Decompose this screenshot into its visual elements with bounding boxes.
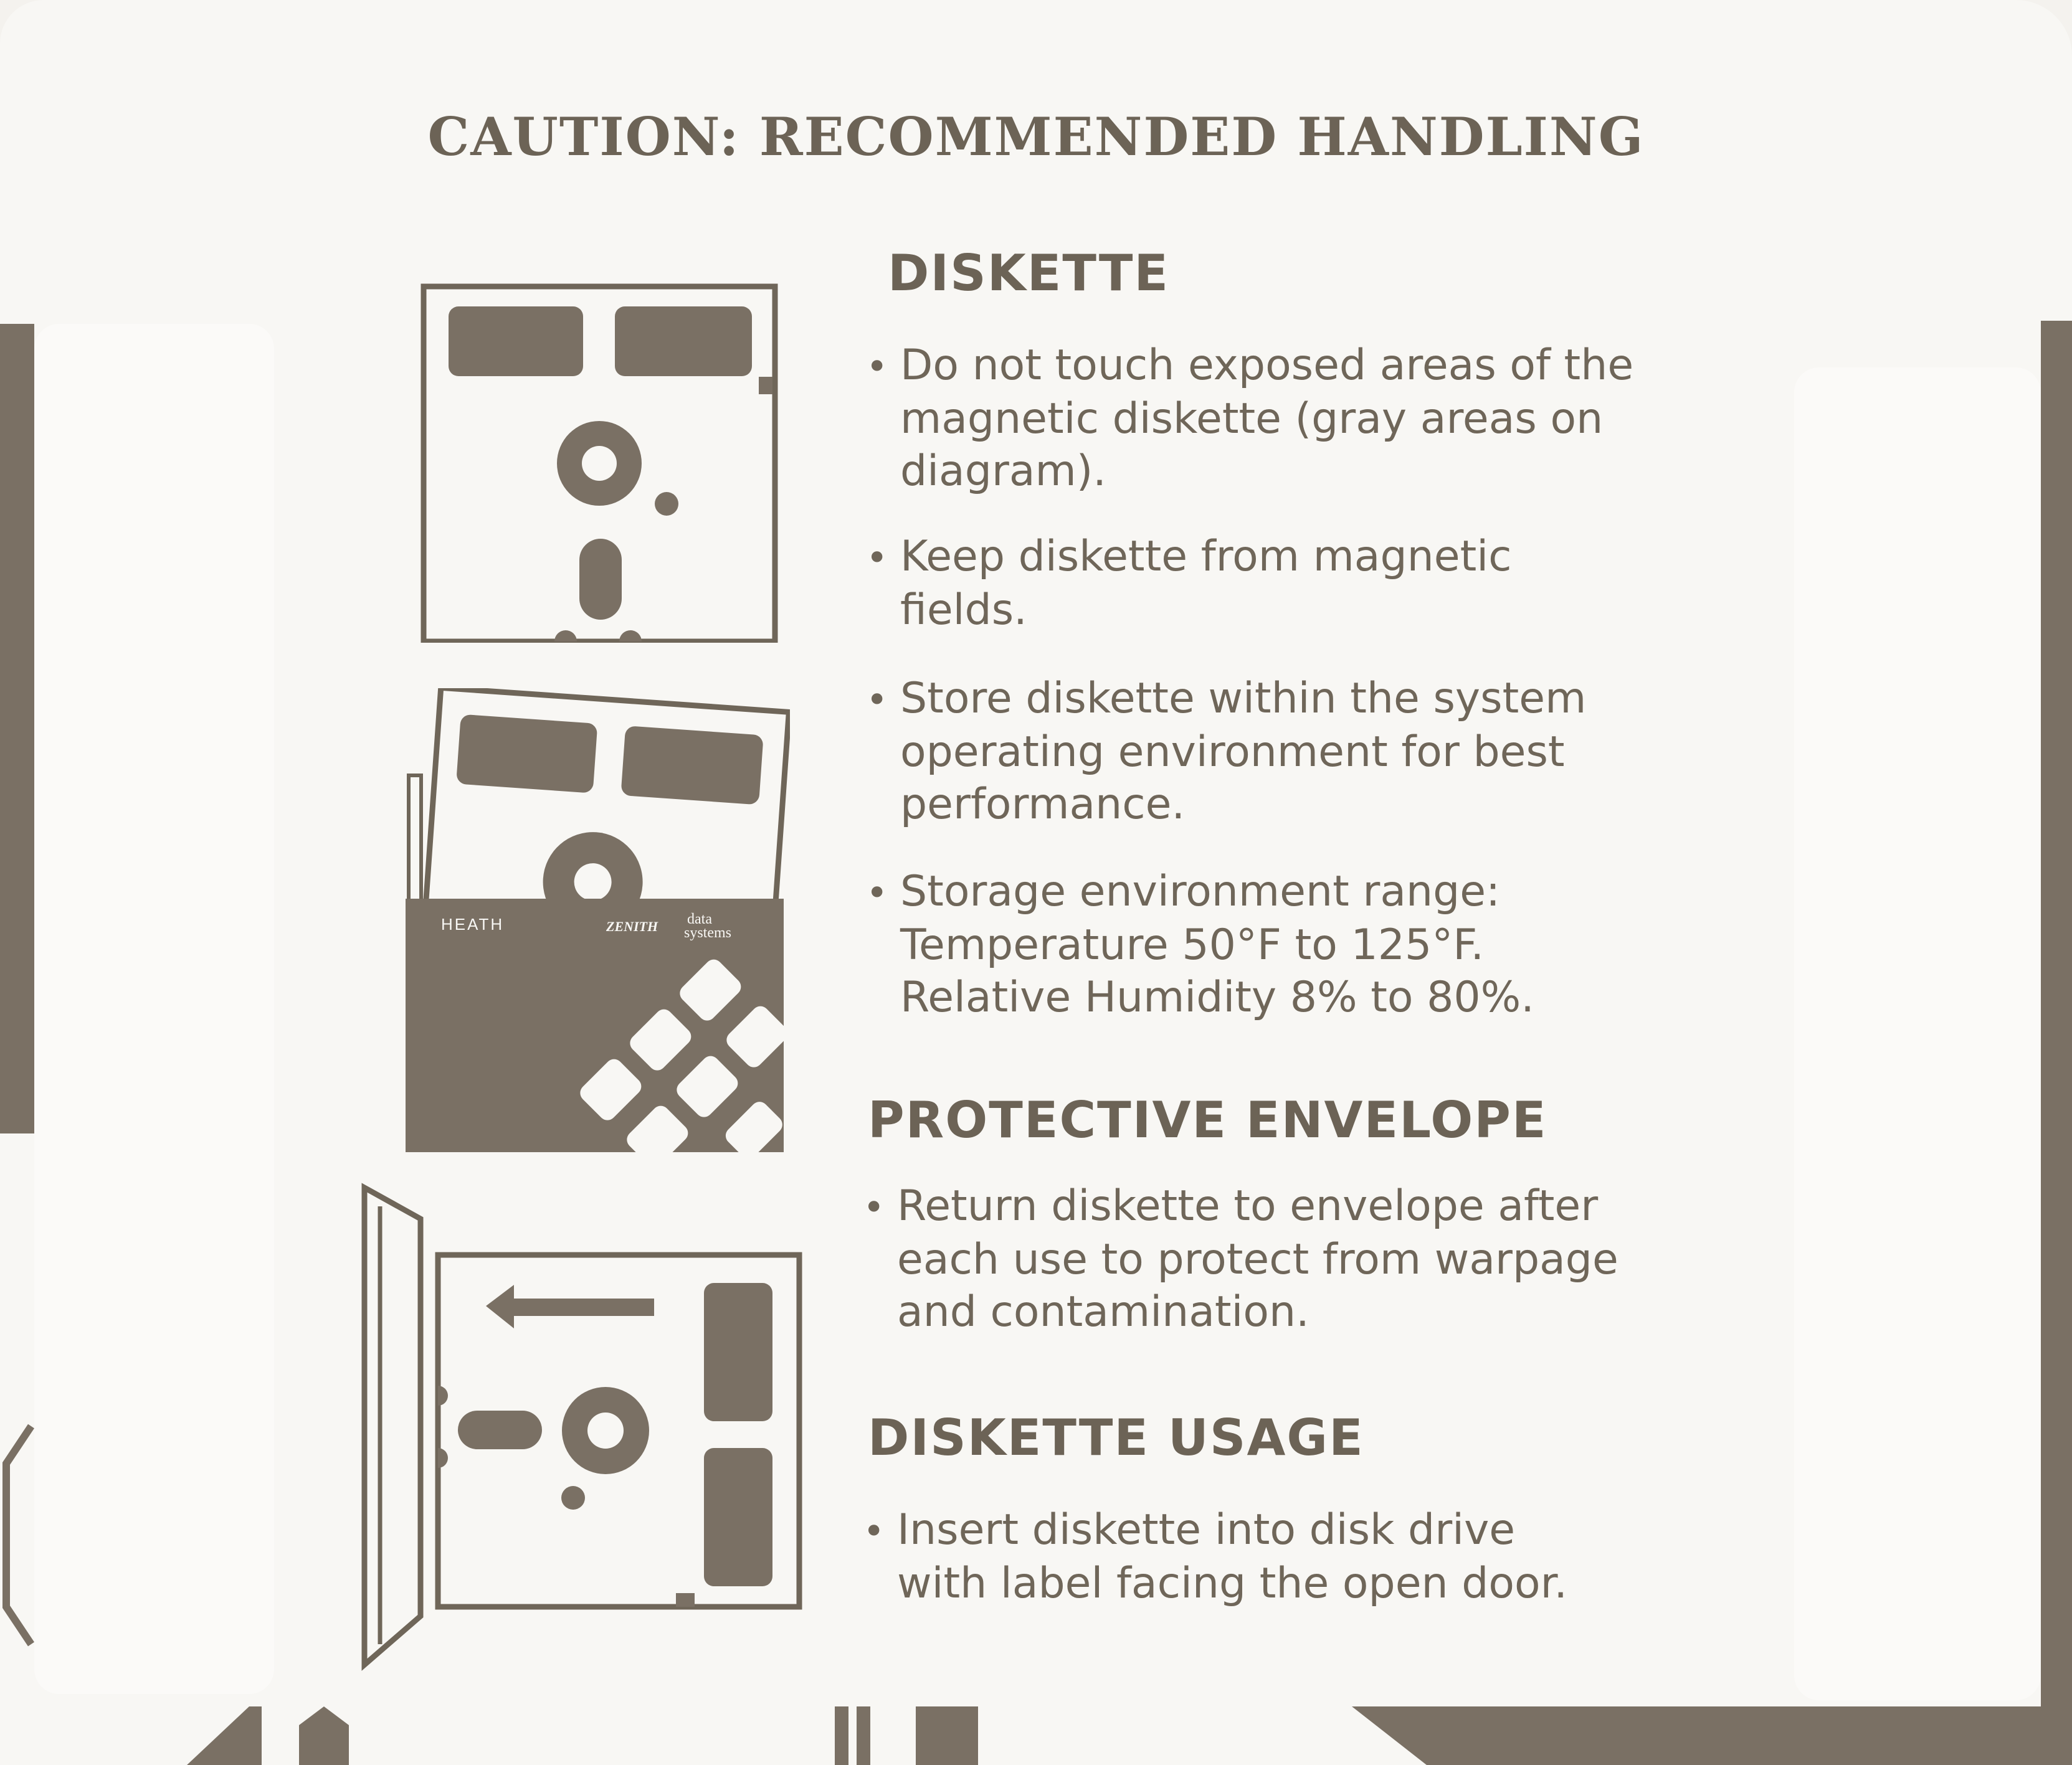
bullet-dot: • xyxy=(866,871,888,915)
bullet-text: Store diskette within the system operating environment for best performance. xyxy=(900,674,1587,829)
bullet-dot: • xyxy=(866,345,888,389)
bullet-insert-diskette xyxy=(863,1504,1613,1610)
bullet-text: Keep diskette from magnetic fields. xyxy=(900,532,1512,635)
right-edge-band xyxy=(2041,321,2072,1765)
bullet-dot: • xyxy=(863,1510,885,1553)
bullet-dot: • xyxy=(866,678,888,722)
diskette-in-envelope-diagram xyxy=(404,688,790,1155)
insert-diskette-diagram xyxy=(358,1180,807,1672)
bullet-dot: • xyxy=(863,1186,885,1229)
bullet-text: Return diskette to envelope after each use to protect from warpage and contamination. xyxy=(897,1181,1618,1337)
diskette-diagram xyxy=(419,282,780,643)
section-heading-diskette: DISKETTE xyxy=(888,244,1170,302)
bullet-dot: • xyxy=(866,536,888,580)
bullet-text: Do not touch exposed areas of the magnetic diskette (gray areas on diagram). xyxy=(900,341,1634,496)
bottom-edge-marks xyxy=(0,1669,2072,1765)
heath-brand-label: HEATH xyxy=(441,915,505,934)
section-heading-protective-envelope: PROTECTIVE ENVELOPE xyxy=(868,1091,1547,1149)
data-systems-line2: systems xyxy=(684,925,732,941)
bullet-text: Insert diskette into disk drive with label facing the open door. xyxy=(897,1505,1567,1608)
section-heading-diskette-usage: DISKETTE USAGE xyxy=(868,1409,1364,1467)
page-title: CAUTION: RECOMMENDED HANDLING xyxy=(427,106,1645,168)
left-edge-band xyxy=(0,324,34,1133)
bullet-text: Storage environment range: Temperature 50°F to 125°F. Relative Humidity 8% to 80%. xyxy=(900,867,1534,1022)
bullet-storage-range xyxy=(866,866,1666,1024)
data-systems-line1: data xyxy=(687,911,712,927)
left-edge-outline xyxy=(0,1408,37,1669)
zenith-brand-logo: ZENITH xyxy=(606,919,658,934)
bullet-return-diskette xyxy=(863,1180,1632,1338)
left-flap xyxy=(34,324,274,1694)
bullet-store-diskette xyxy=(866,673,1710,831)
right-flap xyxy=(1794,367,2041,1700)
bullet-touch-areas xyxy=(866,339,1679,498)
bullet-magnetic-fields xyxy=(866,531,1617,636)
